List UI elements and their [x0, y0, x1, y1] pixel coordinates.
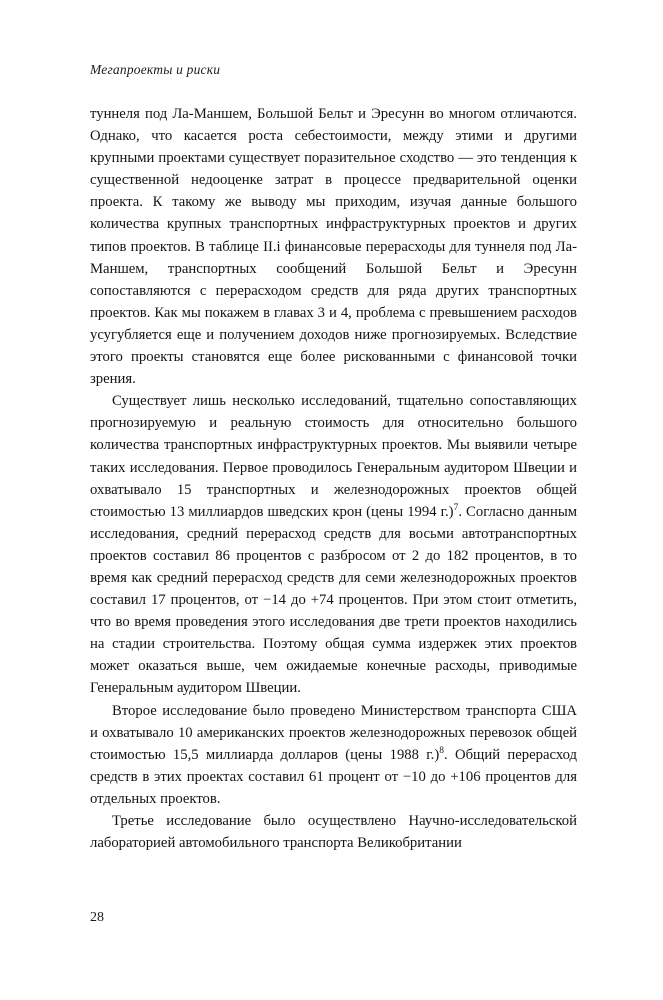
paragraph-3	[90, 700, 577, 810]
paragraph-3-text-after: . Общий перерасход средств в этих проектах составил 61 процент от −10 до +106 процентов для отдельных проектов.	[90, 746, 578, 807]
footnote-marker-7: 7	[453, 502, 459, 513]
running-head: Мегапроекты и риски	[90, 62, 221, 77]
paragraph-4-text: Третье исследование было осуществлено Научно-исследовательской лабораторией автомобильного транспорта Великобритании	[90, 813, 577, 852]
paragraph-2-text: Существует лишь несколько исследований, тщательно сопоставляющих прогнозируемую и реальную стоимость для относительно большого количества транспортных инфраструктурных проектов. Мы выявили четыре таких исследования. Первое проводилось Генеральным аудитором Швеции и охватывало 15 транспортных и железнодорожных проектов общей стоимостью 13 миллиардов шведских крон (цены 1994 г.)	[90, 393, 577, 520]
paragraph-4	[90, 810, 577, 854]
footnote-marker-8: 8	[439, 745, 444, 756]
paragraph-1	[90, 103, 577, 390]
paragraph-1-text: туннеля под Ла-Маншем, Большой Бельт и Эресунн во многом отличаются. Однако, что касается роста себестоимости, между этими и другими крупными проектами существует поразительное сходство — это тенденция к существенной недооценке затрат в процессе предварительной оценки проекта. К такому же выводу мы приходим, изучая данные большого количества крупных транспортных инфраструктурных проектов и других типов проектов. В таблице II.i финансовые перерасходы для туннеля под Ла-Маншем, транспортных сообщений Большой Бельт и Эресунн сопоставляются с перерасходом средств для ряда других транспортных проектов. Как мы покажем в главах 3 и 4, проблема с превышением расходов усугубляется еще и получением доходов ниже прогнозируемых. Вследствие этого проекты становятся еще более рискованными с финансовой точки зрения.	[90, 106, 577, 388]
body-text-column	[90, 103, 577, 854]
page-number: 28	[90, 910, 104, 925]
paragraph-2	[90, 390, 577, 699]
paragraph-2-text-after: . Согласно данным исследования, средний перерасход средств для восьми автотранспортных проектов составил 86 процентов с разбросом от 2 до 182 процентов, в то время как средний перерасход средств для семи железнодорожных проектов составил 17 процентов, от −14 до +74 процентов. При этом стоит отметить, что во время проведения этого исследования две трети проектов находились на стадии строительства. Поэтому общая сумма издержек этих проектов может оказаться выше, чем ожидаемые конечные расходы, приводимые Генеральным аудитором Швеции.	[90, 503, 577, 697]
paragraph-3-text: Второе исследование было проведено Министерством транспорта США и охватывало 10 американских проектов железнодорожных перевозок общей стоимостью 15,5 миллиарда долларов (цены 1988 г.)	[90, 702, 577, 763]
